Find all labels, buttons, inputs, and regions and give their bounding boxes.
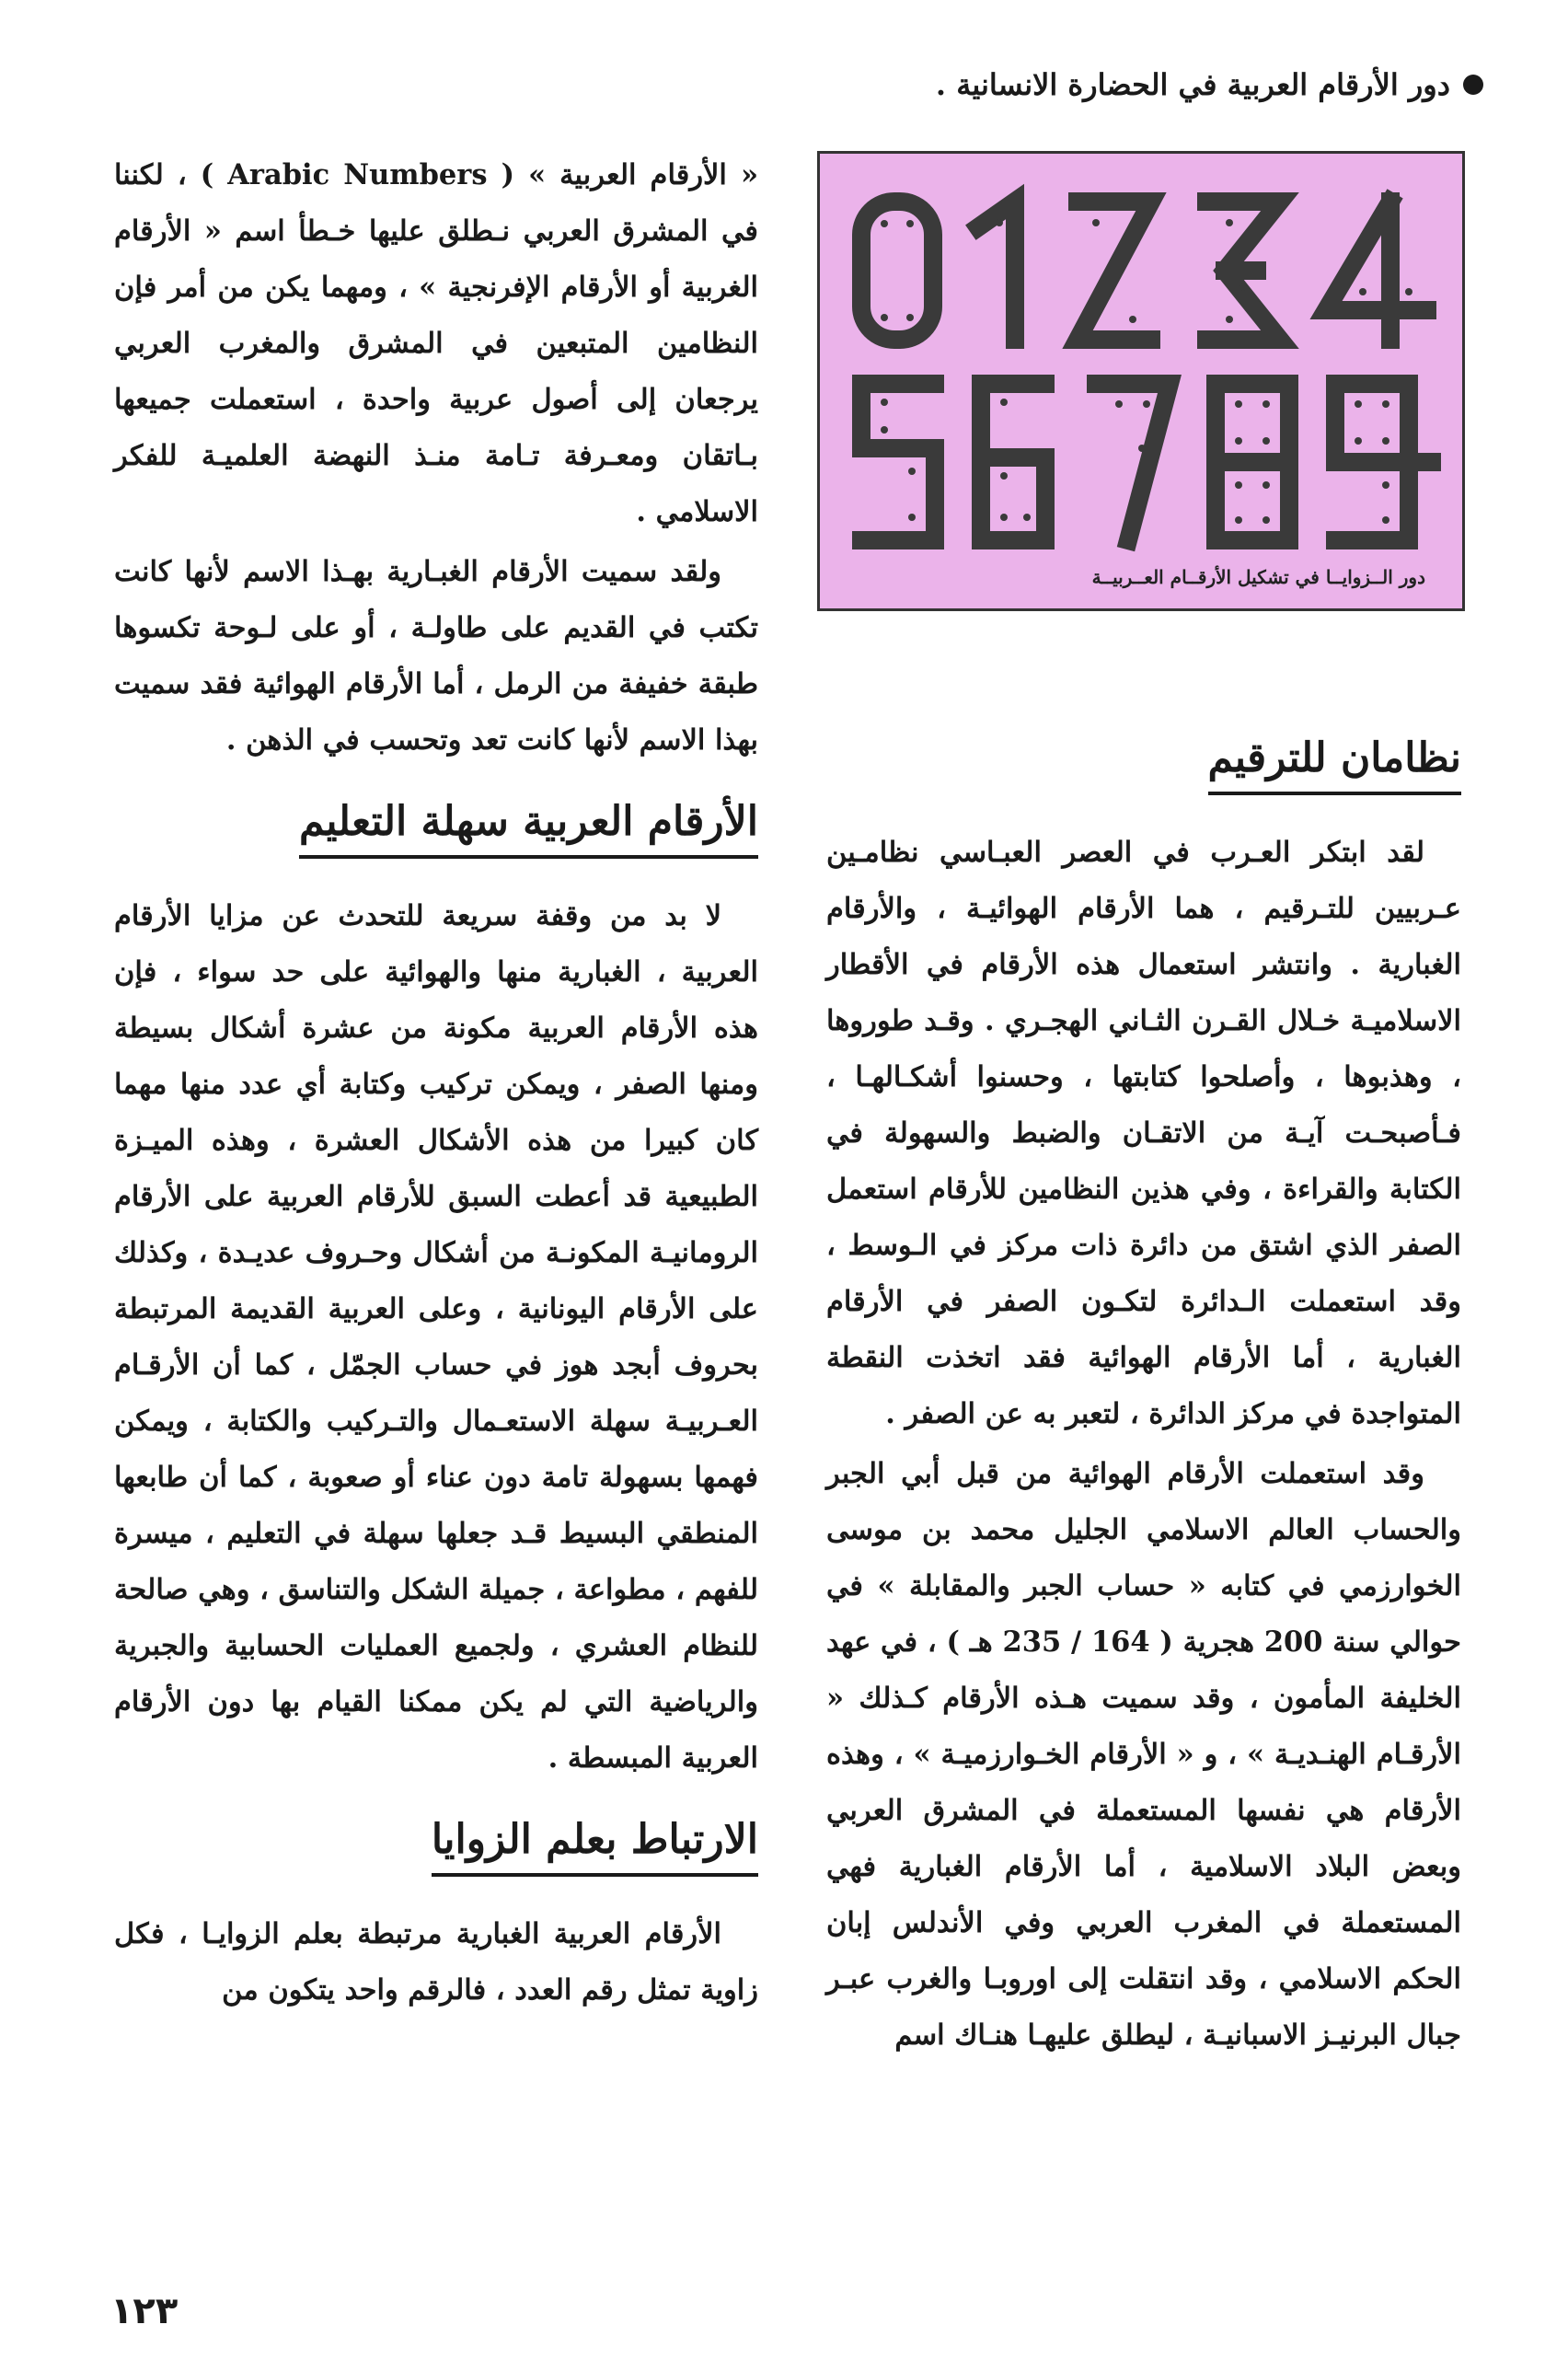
running-header (876, 57, 1483, 112)
figure-caption: دور الــزوايــا في تشكيل الأرقــام العــربيــة (1091, 566, 1425, 588)
two-systems-paragraph-2: وقد استعملت الأرقام الهوائية من قبل أبي الجبر والحساب العالم الاسلامي الجليل محمد بن موسى الخوارزمي في كتابه « حساب الجبر والمقابلة » في حوالي سنة 200 هجرية ( 164 / 235 هـ ) ، في عهد الخليفة المأمون ، وقد سميت هـذه الأرقام كـذلك « الأرقـام الهنـديـة » ، و « الأرقام الخـوارزميـة » ، وهذه الأرقام هي نفسها المستعملة في المشرق العربي وبعض البلاد الاسلامية ، أما الأرقام الغبارية فهي المستعملة في المغرب العربي وفي الأندلس إبان الحكم الاسلامي ، وقد انتقلت إلى اوروبـا والغرب عبـر جبال البرنيـز الاسبانيـة ، ليطلق عليهـا هنـاك اسم (826, 1457, 1461, 2052)
running-title: دور الأرقام العربية في الحضارة الانسانية . (935, 67, 1450, 102)
section-heading-easy-to-learn: الأرقام العربية سهلة التعليم (299, 794, 758, 859)
section-heading-two-systems: نظامان للترقيم (1208, 731, 1461, 795)
bullet-icon (1463, 75, 1483, 95)
digit-9-shape (1335, 384, 1432, 540)
digit-3-shape (1206, 202, 1280, 340)
left-column (114, 147, 758, 2022)
digit-2-shape (1078, 202, 1151, 340)
digits-figure (817, 151, 1465, 611)
digit-4-shape (1326, 202, 1427, 340)
right-column (826, 709, 1461, 2067)
section-angles-paragraph: الأرقام العربية الغبارية مرتبطة بعلم الزوايـا ، فكل زاوية تمثل رقم العدد ، فالرقم واحد يتكون من (114, 1917, 758, 2007)
left-intro-paragraph-2: ولقد سميت الأرقام الغبـارية بهـذا الاسم لأنها كانت تكتب في القديم على طاولـة ، أو على لـوحة تكسوها طبقة خفيفة من الرمل ، أما الأرقام الهوائية فقد سميت بهذا الاسم لأنها كانت تعد وتحسب في الذهن . (114, 555, 758, 757)
digit-0-shape (861, 202, 933, 340)
digit-8-shape (1216, 384, 1289, 540)
page-number: ١٢٣ (110, 2290, 179, 2332)
section-heading-angles: الارتباط بعلم الزوايا (432, 1812, 758, 1877)
two-systems-paragraph-1: لقد ابتكر العـرب في العصر العبـاسي نظامـين عـربيين للتـرقيم ، هما الأرقام الهوائيـة ، والأرقام الغبارية . وانتشر استعمال هذه الأرقام في الأقطار الاسلاميـة خـلال القـرن الثـاني الهجـري . وقـد طوروها ، وهذبوها ، وأصلحوا كتابتها ، وحسنوا أشكـالهـا ، فـأصبحـت آيـة من الاتقـان والضبط والسهولة في الكتابة والقراءة ، وفي هذين النظامين للأرقام استعمل الصفر الذي اشتق من دائرة ذات مركز في الـوسط ، وقد استعملت الـدائرة لتكـون الصفر في الأرقام الغبارية ، أما الأرقام الهوائية فقد اتخذت النقطة المتواجدة في مركز الدائرة ، لتعبر به عن الصفر . (826, 836, 1461, 1430)
left-intro-paragraph-1: « الأرقام العربية » ( Arabic Numbers ) ، لكننا في المشرق العربي نـطلق عليها خـطأ اسم « الأرقام الغربية أو الأرقام الإفرنجية » ، ومهما يكن من أمر فإن النظامين المتبعين في المشرق والمغرب العربي يرجعان إلى أصول عربية واحدة ، استعملت جميعها بـاتقان ومعـرفة تـامة منـذ النهضة العلميـة للفكر الاسلامي . (114, 158, 759, 528)
digit-7-shape (1096, 384, 1170, 540)
digit-5-shape (861, 384, 935, 540)
digits-illustration (820, 154, 1465, 611)
section-easy-to-learn-paragraph: لا بد من وقفة سريعة للتحدث عن مزايا الأرقام العربية ، الغبارية منها والهوائية على حد سواء ، فإن هذه الأرقام العربية مكونة من عشرة أشكال بسيطة ومنها الصفر ، ويمكن تركيب وكتابة أي عدد منها مهما كان كبيرا من هذه الأشكال العشرة ، وهذه الميـزة الطبيعية قد أعطت السبق للأرقام العربية على الأرقام الرومانيـة المكونـة من أشكال وحـروف عديـدة ، وكذلك على الأرقام اليونانية ، وعلى العربية القديمة المرتبطة بحروف أبجد هوز في حساب الجمّل ، كما أن الأرقـام العـربيـة سهلة الاستعـمال والتـركيب والكتابة ، ويمكن فهمها بسهولة تامة دون عناء أو صعوبة ، كما أن طابعها المنطقي البسيط قـد جعلها سهلة في التعليم ، ميسرة للفهم ، مطواعة ، جميلة الشكل والتناسق ، وهي صالحة للنظام العشري ، ولجميع العمليات الحسابية والجبرية والرياضية التي لم يكن ممكنا القيام بها دون الأرقام العربية المبسطة . (114, 899, 758, 1775)
digit-6-shape (981, 384, 1045, 540)
